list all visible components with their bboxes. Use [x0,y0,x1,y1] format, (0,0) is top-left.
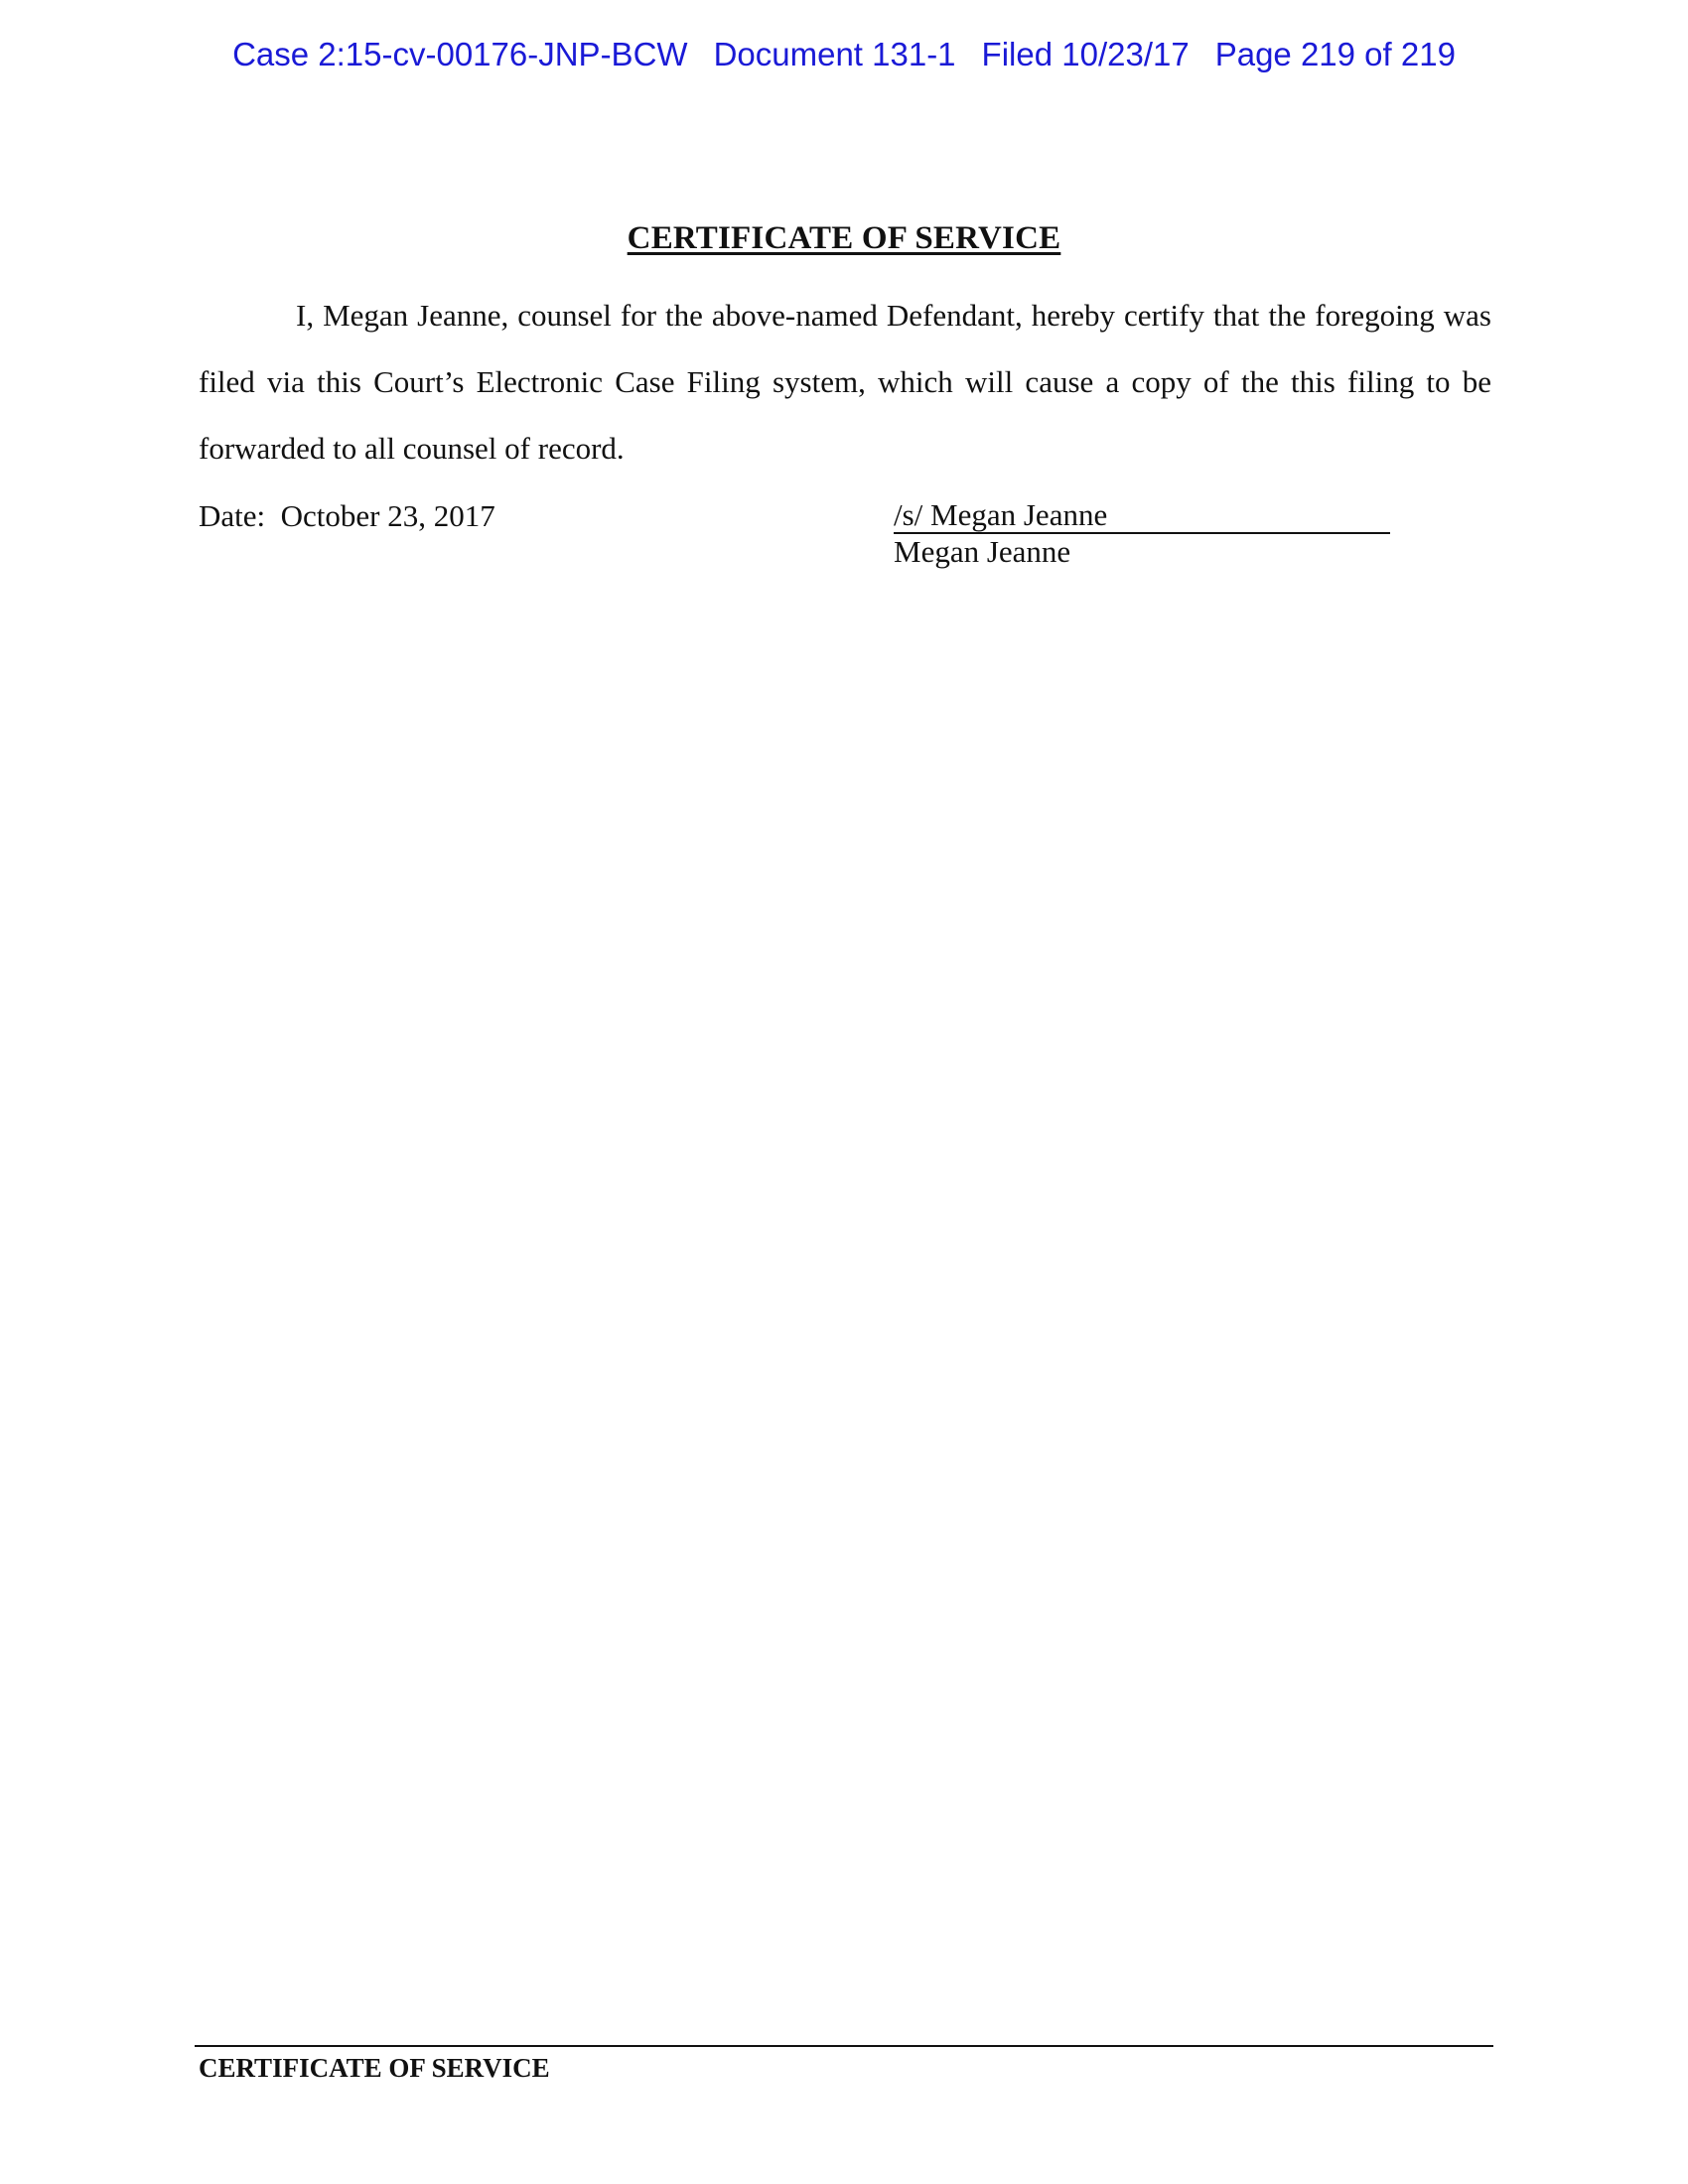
signer-name: Megan Jeanne [894,534,1071,569]
document-number: Document 131-1 [713,36,956,72]
document-title: CERTIFICATE OF SERVICE [627,220,1061,256]
signature-line: /s/ Megan Jeanne [894,498,1390,534]
ecf-header [0,36,1688,73]
case-number: Case 2:15-cv-00176-JNP-BCW [232,36,688,72]
footer-label: CERTIFICATE OF SERVICE [199,2053,550,2083]
certificate-body: I, Megan Jeanne, counsel for the above-named Defendant, hereby certify that the foregoing was filed via this Court’s Electronic Case Filing system, which will cause a copy of the this filing to be forwarded to all counsel of record. [199,298,1491,466]
filed-date: Filed 10/23/17 [981,36,1190,72]
page-number: Page 219 of 219 [1214,36,1456,72]
footer-divider [195,2045,1493,2047]
date-line: Date: October 23, 2017 [199,498,495,533]
signature-block [894,498,1390,570]
